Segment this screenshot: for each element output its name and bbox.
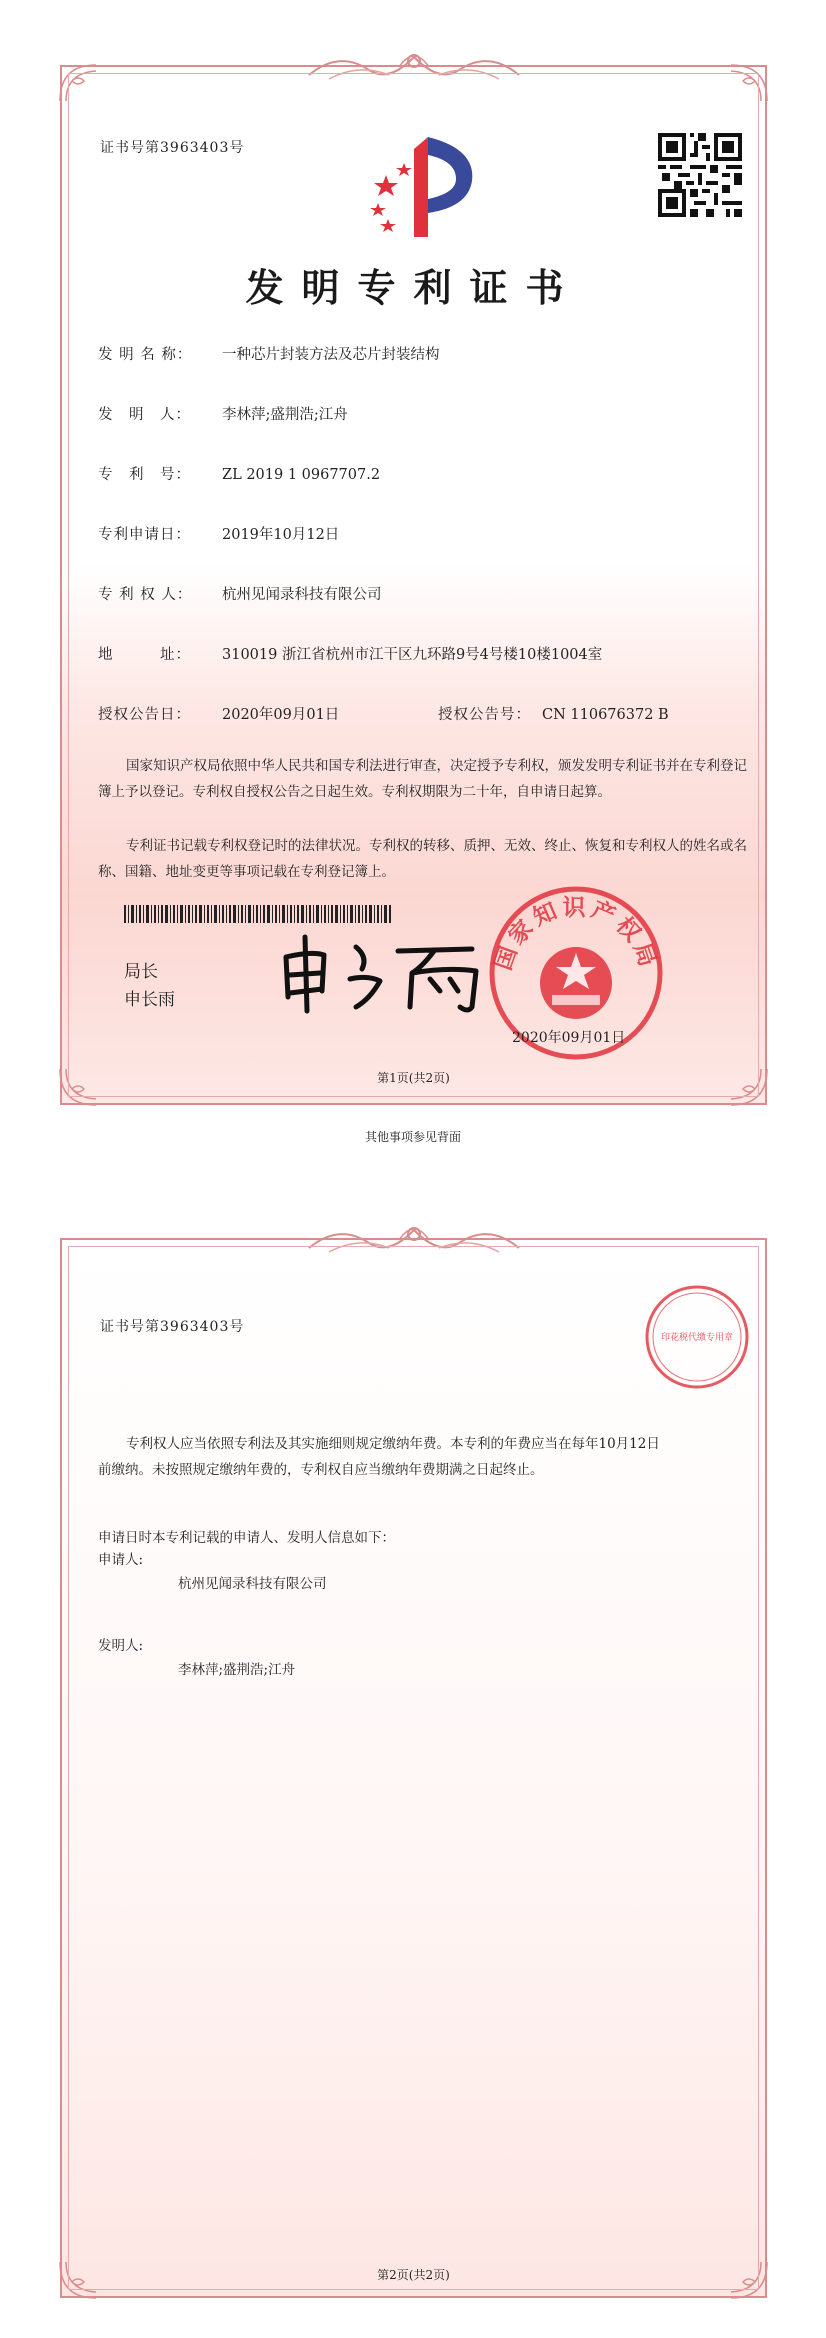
certificate-number: 证书号第3963403号 bbox=[100, 140, 245, 156]
field-label: 专 利 权 人： bbox=[98, 587, 193, 603]
inventor-names: 李林萍;盛荆浩;江舟 bbox=[178, 1662, 296, 1678]
info-intro: 申请日时本专利记载的申请人、发明人信息如下： bbox=[98, 1530, 395, 1546]
field-label: 授权公告日： bbox=[98, 707, 191, 723]
certificate-page-2 bbox=[60, 1238, 767, 2298]
grant-date: 2020年09月01日 bbox=[222, 707, 340, 723]
field-value: ZL 2019 1 0967707.2 bbox=[222, 467, 381, 483]
field-invention-name bbox=[98, 343, 440, 364]
field-application-date bbox=[98, 523, 339, 544]
seal-text: 国家知识产权局 bbox=[490, 895, 662, 974]
page-number: 第1页(共2页) bbox=[377, 1071, 450, 1085]
field-label: 专 利 号： bbox=[98, 467, 191, 483]
field-label: 地 址： bbox=[98, 647, 191, 663]
corner-ornament-tr bbox=[725, 61, 771, 107]
see-reverse-note: 其他事项参见背面 bbox=[364, 1130, 461, 1144]
field-address bbox=[98, 643, 602, 664]
fee-paragraph-line-1: 专利权人应当依照专利法及其实施细则规定缴纳年费。本专利的年费应当在每年10月12日 bbox=[126, 1436, 660, 1452]
field-label: 专利申请日： bbox=[98, 527, 191, 543]
field-value: 一种芯片封装方法及芯片封装结构 bbox=[222, 347, 440, 363]
field-grant bbox=[98, 703, 669, 724]
field-value: 杭州见闻录科技有限公司 bbox=[222, 587, 382, 603]
seal-text: 印花税代缴专用章 bbox=[660, 1333, 734, 1343]
field-value: 2019年10月12日 bbox=[222, 527, 340, 543]
director-signature bbox=[272, 927, 512, 1017]
inventor-label: 发明人: bbox=[98, 1638, 144, 1654]
director-name: 申长雨 bbox=[124, 990, 175, 1010]
fee-paragraph-line-2: 前缴纳。未按照规定缴纳年费的，专利权自应当缴纳年费期满之日起终止。 bbox=[98, 1462, 544, 1478]
cnipa-logo bbox=[364, 127, 484, 245]
grant-number: CN 110676372 B bbox=[542, 707, 669, 723]
field-value: 310019 浙江省杭州市江干区九环路9号4号楼10楼1004室 bbox=[222, 647, 603, 663]
stamp-duty-seal bbox=[642, 1282, 752, 1392]
applicant-name: 杭州见闻录科技有限公司 bbox=[178, 1576, 327, 1592]
applicant-label: 申请人: bbox=[98, 1552, 144, 1568]
certificate-page-1 bbox=[60, 65, 767, 1105]
seal-date: 2020年09月01日 bbox=[512, 1030, 626, 1046]
field-label: 授权公告号： bbox=[438, 707, 531, 723]
top-crest-ornament bbox=[299, 1218, 529, 1258]
statement-paragraph-2: 专利证书记载专利权登记时的法律状况。专利权的转移、质押、无效、终止、恢复和专利权人的姓名或名称、国籍、地址变更等事项记载在专利登记簿上。 bbox=[98, 838, 747, 880]
field-patentee bbox=[98, 583, 382, 604]
field-inventors bbox=[98, 403, 348, 424]
director-title: 局长 bbox=[124, 962, 158, 982]
field-patent-number bbox=[98, 463, 380, 484]
page-number: 第2页(共2页) bbox=[377, 2268, 450, 2282]
field-label: 发 明 人： bbox=[98, 407, 191, 423]
qr-code bbox=[658, 133, 742, 217]
statement-paragraph-1: 国家知识产权局依照中华人民共和国专利法进行审查，决定授予专利权，颁发发明专利证书并在专利登记簿上予以登记。专利权自授权公告之日起生效。专利权期限为二十年，自申请日起算。 bbox=[98, 758, 747, 800]
field-label: 发 明 名 称： bbox=[98, 347, 193, 363]
top-crest-ornament bbox=[299, 45, 529, 85]
barcode bbox=[124, 905, 392, 923]
field-value: 李林萍;盛荆浩;江舟 bbox=[222, 407, 348, 423]
certificate-number: 证书号第3963403号 bbox=[100, 1319, 245, 1335]
corner-ornament-tl bbox=[56, 61, 102, 107]
certificate-title: 发明专利证书 bbox=[245, 265, 582, 310]
